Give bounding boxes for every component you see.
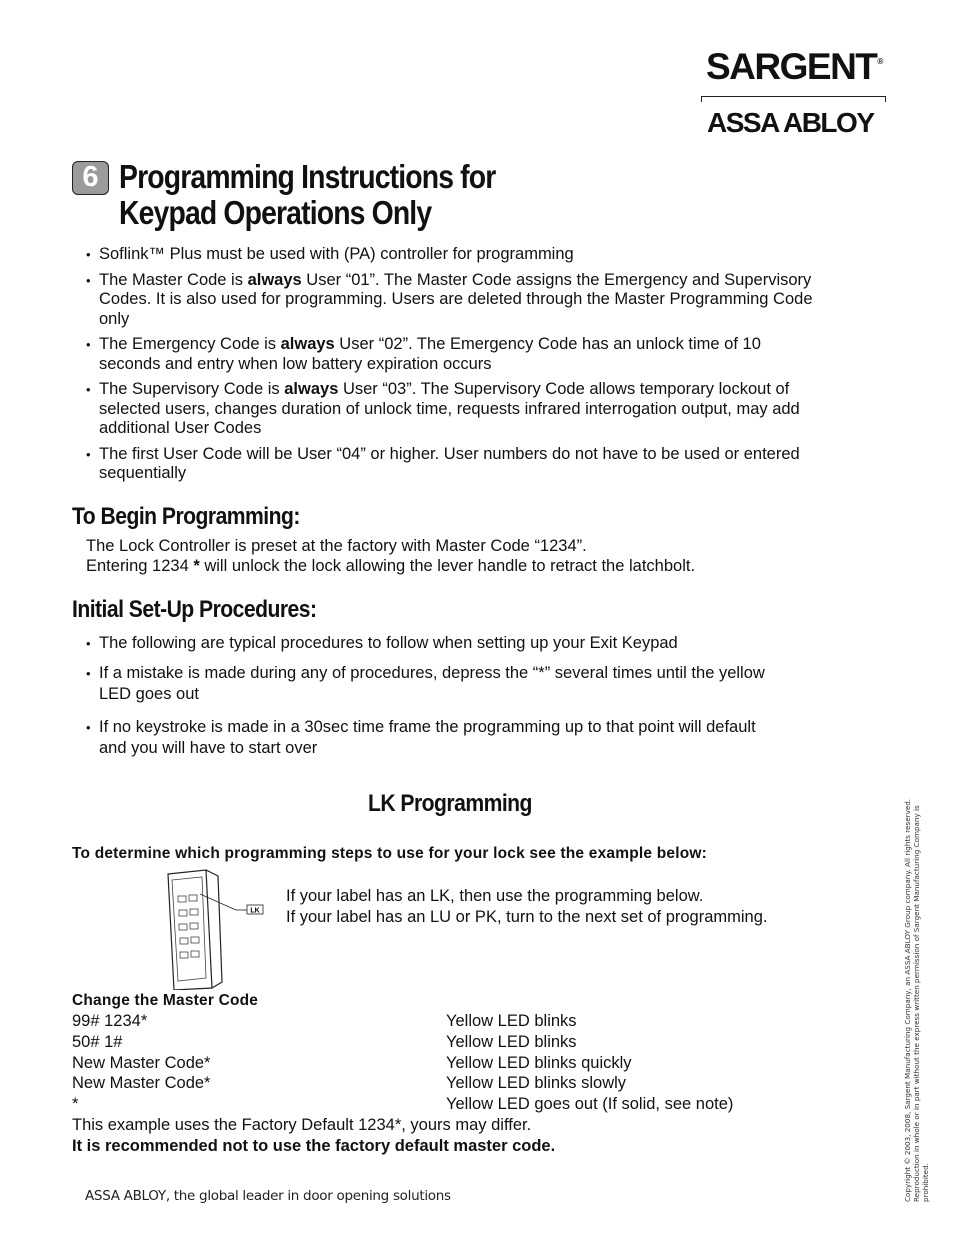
table-row bbox=[72, 1094, 832, 1115]
list-item: • The Supervisory Code is always User “03”. The Supervisory Code allows temporary lockout of selected users, changes duration of unlock time, requests infrared interrogation output, may add additional User Codes bbox=[86, 380, 836, 439]
list-item: • The Master Code is always User “01”. The Master Code assigns the Emergency and Supervisory Codes. It is also used for programming. Users are deleted through the Master Programming Code only bbox=[86, 271, 836, 330]
entry-cell: New Master Code* bbox=[72, 1053, 211, 1072]
page-title bbox=[119, 159, 495, 231]
list-item: • Soflink™ Plus must be used with (PA) controller for programming bbox=[86, 245, 836, 265]
begin-programming-heading: To Begin Programming: bbox=[72, 503, 300, 530]
table-row bbox=[72, 1011, 832, 1032]
setup-heading: Initial Set-Up Procedures: bbox=[72, 596, 317, 623]
section-number-badge: 6 bbox=[72, 161, 109, 195]
label-info-line-2: If your label has an LU or PK, turn to the next set of programming. bbox=[286, 908, 768, 926]
factory-default-note: This example uses the Factory Default 1234*, yours may differ. bbox=[72, 1115, 532, 1134]
change-master-code-heading: Change the Master Code bbox=[72, 992, 259, 1009]
result-cell: Yellow LED blinks bbox=[446, 1032, 577, 1051]
keypad-illustration bbox=[158, 868, 268, 990]
entry-cell: 50# 1# bbox=[72, 1032, 123, 1051]
begin-programming-text bbox=[86, 536, 846, 576]
table-row bbox=[72, 1032, 832, 1053]
lk-programming-heading: LK Programming bbox=[368, 790, 532, 817]
footer-tagline: ASSA ABLOY, the global leader in door opening solutions bbox=[85, 1188, 451, 1204]
begin-line-1: The Lock Controller is preset at the factory with Master Code “1234”. bbox=[86, 537, 587, 555]
copyright-line-2: Reproduction in whole or in part without the express written permission of Sargent Manufacturing Company is prohibited. bbox=[912, 805, 930, 1202]
logo-divider bbox=[701, 96, 886, 102]
page-title-line-1: Programming Instructions for bbox=[119, 158, 496, 195]
list-item: • If no keystroke is made in a 30sec time frame the programming up to that point will default and you will have to start over bbox=[86, 717, 766, 759]
result-cell: Yellow LED goes out (If solid, see note) bbox=[446, 1095, 734, 1114]
list-item: • The first User Code will be User “04” or higher. User numbers do not have to be used or entered sequentially bbox=[86, 445, 836, 484]
page-title-line-2: Keypad Operations Only bbox=[119, 194, 432, 231]
result-cell: Yellow LED blinks bbox=[446, 1012, 577, 1030]
table-row bbox=[72, 1073, 832, 1094]
entry-cell: New Master Code* bbox=[72, 1074, 211, 1093]
determine-steps-heading: To determine which programming steps to use for your lock see the example below: bbox=[72, 845, 707, 862]
lk-label-tag: LK bbox=[250, 907, 260, 915]
begin-line-2: Entering 1234 * will unlock the lock allowing the lever handle to retract the latchbolt. bbox=[86, 557, 696, 575]
label-info-line-1: If your label has an LK, then use the programming below. bbox=[286, 887, 704, 905]
assa-abloy-logo: ASSA ABLOY bbox=[707, 107, 874, 138]
table-row bbox=[72, 1053, 832, 1074]
list-item: • The following are typical procedures to follow when setting up your Exit Keypad bbox=[86, 634, 766, 654]
copyright-notice bbox=[903, 782, 930, 1202]
list-item: • If a mistake is made during any of procedures, depress the “*” several times until the yellow LED goes out bbox=[86, 663, 766, 705]
copyright-line-1: Copyright © 2003, 2008, Sargent Manufacturing Company, an ASSA ABLOY Group company. All rights reserved. bbox=[903, 798, 912, 1202]
registered-mark: ® bbox=[877, 57, 884, 66]
factory-default-warning: It is recommended not to use the factory default master code. bbox=[72, 1136, 556, 1155]
sargent-logo-text: SARGENT bbox=[706, 46, 877, 87]
result-cell: Yellow LED blinks slowly bbox=[446, 1074, 627, 1093]
list-item: • The Emergency Code is always User “02”. The Emergency Code has an unlock time of 10 seconds and entry when low battery expiration occurs bbox=[86, 335, 836, 374]
setup-bullet-list bbox=[86, 634, 766, 759]
result-cell: Yellow LED blinks quickly bbox=[446, 1053, 632, 1072]
entry-cell: 99# 1234* bbox=[72, 1012, 148, 1030]
master-code-table bbox=[72, 1011, 832, 1157]
label-info-text bbox=[286, 886, 846, 928]
intro-bullet-list bbox=[86, 245, 836, 484]
entry-cell: * bbox=[72, 1095, 79, 1114]
sargent-logo bbox=[706, 48, 883, 85]
